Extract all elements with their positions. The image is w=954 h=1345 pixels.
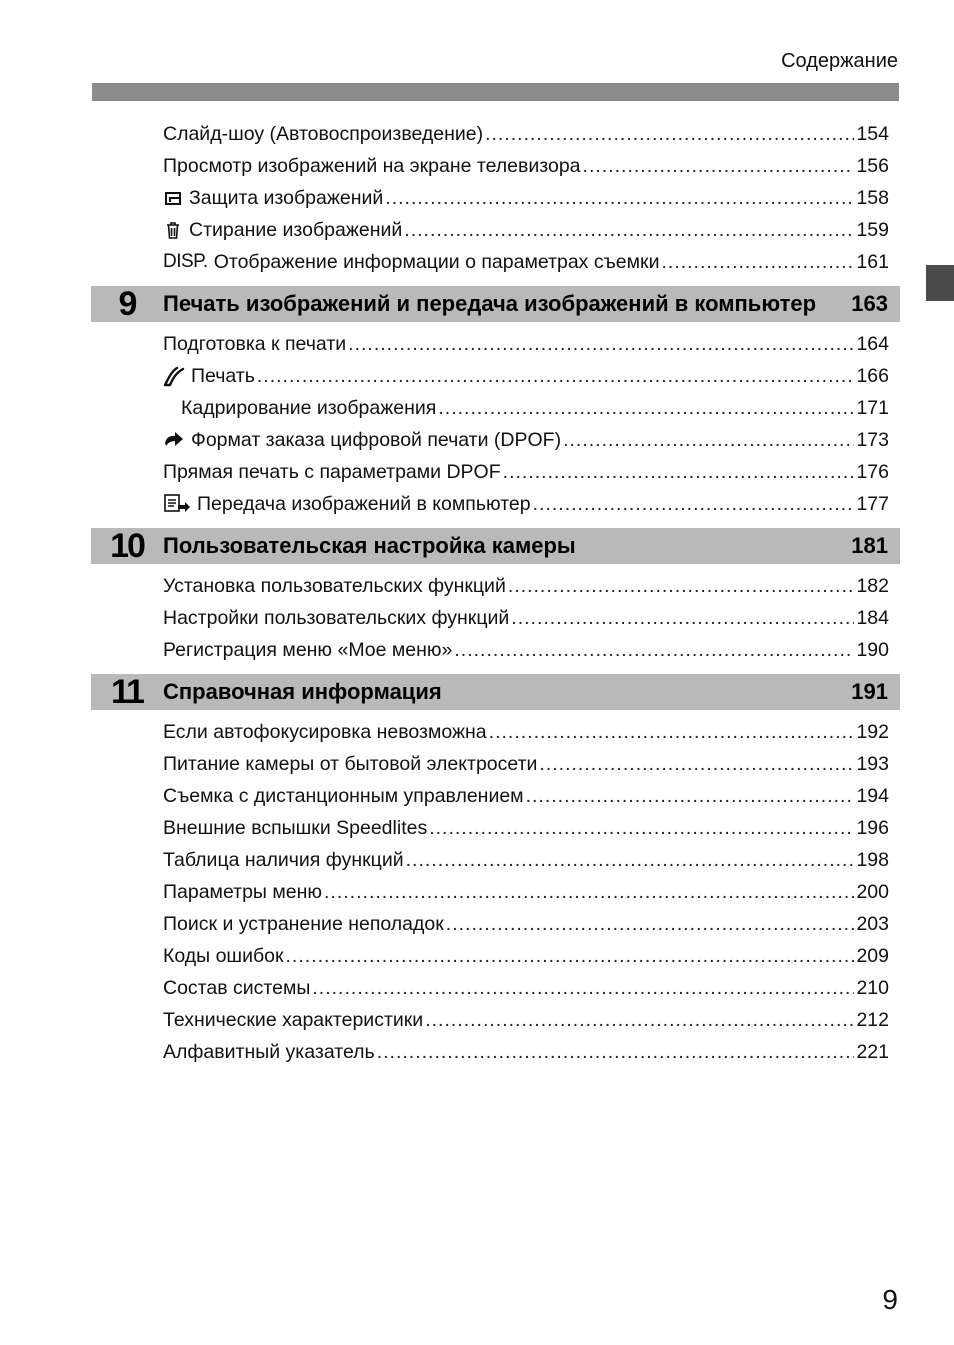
toc-entry-label: Алфавитный указатель: [163, 1041, 375, 1063]
toc-entry-page: 171: [856, 397, 889, 419]
toc-entry[interactable]: [163, 602, 889, 634]
transfer-icon: [163, 493, 191, 515]
leader-dots: [404, 214, 854, 246]
toc-entry-page: 210: [856, 977, 889, 999]
toc-entry-page: 161: [856, 251, 889, 273]
toc-entry-page: 198: [856, 849, 889, 871]
toc-entry[interactable]: [163, 424, 889, 456]
toc-entry[interactable]: [163, 182, 889, 214]
toc-entry-label: Параметры меню: [163, 881, 323, 903]
toc-entry-label: Отображение информации о параметрах съемки: [213, 251, 660, 273]
toc-entry[interactable]: [163, 634, 889, 666]
leader-dots: [406, 844, 855, 876]
chapter-heading: [91, 674, 900, 710]
leader-dots: [324, 876, 854, 908]
toc-entry[interactable]: [163, 328, 889, 360]
leader-dots: [583, 150, 855, 182]
chapter-heading: [91, 286, 900, 322]
print-icon: [163, 365, 185, 387]
toc-entry[interactable]: [163, 488, 889, 520]
toc-entry[interactable]: [163, 844, 889, 876]
toc-entry[interactable]: [163, 570, 889, 602]
leader-dots: [503, 456, 855, 488]
leader-dots: [563, 424, 854, 456]
leader-dots: [485, 118, 854, 150]
dpof-icon: [163, 429, 185, 451]
toc-entry[interactable]: [163, 456, 889, 488]
toc-entry-label: Формат заказа цифровой печати (DPOF): [191, 429, 562, 451]
table-of-contents: [0, 118, 954, 1068]
toc-entry[interactable]: [163, 150, 889, 182]
toc-entry-label: Слайд-шоу (Автовоспроизведение): [163, 123, 484, 145]
toc-entry-page: 158: [856, 187, 889, 209]
chapter-page: 191: [851, 679, 888, 704]
toc-entry[interactable]: [163, 716, 889, 748]
toc-entry-page: 193: [856, 753, 889, 775]
leader-dots: [661, 246, 854, 278]
toc-entry-page: 212: [856, 1009, 889, 1031]
toc-entry-label: Поиск и устранение неполадок: [163, 913, 444, 935]
leader-dots: [385, 182, 854, 214]
toc-entry[interactable]: [163, 1004, 889, 1036]
toc-entry-page: 200: [856, 881, 889, 903]
toc-entry-page: 203: [856, 913, 889, 935]
leader-dots: [454, 634, 854, 666]
toc-entry-label: Коды ошибок: [163, 945, 284, 967]
toc-entry-page: 192: [856, 721, 889, 743]
chapter-heading: [91, 528, 900, 564]
toc-entry-label: Состав системы: [163, 977, 311, 999]
toc-entry-page: 184: [856, 607, 889, 629]
trash-icon: [163, 219, 183, 241]
protect-icon: [163, 187, 183, 209]
leader-dots: [446, 908, 855, 940]
toc-entry-page: 166: [856, 365, 889, 387]
toc-entry-page: 221: [856, 1041, 889, 1063]
leader-dots: [425, 1004, 854, 1036]
leader-dots: [312, 972, 854, 1004]
toc-entry[interactable]: [181, 392, 889, 424]
leader-dots: [511, 602, 854, 634]
toc-entry[interactable]: [163, 972, 889, 1004]
chapter-title: Справочная информация: [163, 679, 442, 704]
leader-dots: [348, 328, 854, 360]
toc-entry[interactable]: [163, 908, 889, 940]
chapter-title: Пользовательская настройка камеры: [163, 533, 576, 558]
toc-entry[interactable]: [163, 876, 889, 908]
toc-entry-label: Передача изображений в компьютер: [197, 493, 531, 515]
toc-entry[interactable]: [163, 1036, 889, 1068]
toc-entry-page: 154: [856, 123, 889, 145]
toc-entry-page: 182: [856, 575, 889, 597]
toc-entry-label: Прямая печать с параметрами DPOF: [163, 461, 501, 483]
toc-entry-label: Если автофокусировка невозможна: [163, 721, 487, 743]
leader-dots: [539, 748, 854, 780]
leader-dots: [429, 812, 854, 844]
running-header-title: Содержание: [781, 50, 898, 72]
toc-entry-page: 196: [856, 817, 889, 839]
toc-entry-label: Питание камеры от бытовой электросети: [163, 753, 538, 775]
toc-entry-label: Внешние вспышки Speedlites: [163, 817, 428, 839]
leader-dots: [533, 488, 855, 520]
toc-entry[interactable]: [163, 748, 889, 780]
toc-entry-page: 164: [856, 333, 889, 355]
toc-entry[interactable]: [163, 246, 889, 278]
toc-entry-label: Просмотр изображений на экране телевизора: [163, 155, 581, 177]
toc-entry-label: Технические характеристики: [163, 1009, 424, 1031]
leader-dots: [489, 716, 855, 748]
leader-dots: [508, 570, 855, 602]
toc-entry-page: 177: [856, 493, 889, 515]
toc-entry-label: Регистрация меню «Мое меню»: [163, 639, 453, 661]
chapter-number: 11: [111, 672, 143, 711]
leader-dots: [526, 780, 855, 812]
toc-entry[interactable]: [163, 812, 889, 844]
toc-entry-page: 209: [856, 945, 889, 967]
toc-entry-label: Настройки пользовательских функций: [163, 607, 510, 629]
toc-entry-label: Установка пользовательских функций: [163, 575, 506, 597]
toc-entry-page: 176: [856, 461, 889, 483]
toc-entry[interactable]: [163, 360, 889, 392]
disp-icon: DISP.: [163, 251, 208, 272]
page-number: 9: [882, 1284, 898, 1315]
leader-dots: [286, 940, 855, 972]
leader-dots: [438, 392, 854, 424]
toc-entry[interactable]: [163, 780, 889, 812]
toc-entry-label: Защита изображений: [189, 187, 384, 209]
toc-entry-label: Печать: [191, 365, 255, 387]
chapter-title: Печать изображений и передача изображений в компьютер: [163, 291, 817, 316]
leader-dots: [257, 360, 855, 392]
chapter-page: 181: [851, 533, 888, 558]
toc-entry-label: Таблица наличия функций: [163, 849, 404, 871]
leader-dots: [377, 1036, 855, 1068]
chapter-number: 10: [110, 526, 144, 565]
toc-entry-label: Съемка с дистанционным управлением: [163, 785, 524, 807]
toc-entry[interactable]: [163, 940, 889, 972]
toc-entry-page: 194: [856, 785, 889, 807]
toc-entry[interactable]: [163, 118, 889, 150]
toc-entry-page: 173: [856, 429, 889, 451]
chapter-number: 9: [118, 284, 136, 323]
toc-entry-label: Подготовка к печати: [163, 333, 347, 355]
toc-entry-page: 156: [856, 155, 889, 177]
toc-entry-label: Стирание изображений: [189, 219, 403, 241]
toc-entry-page: 190: [856, 639, 889, 661]
toc-entry-label: Кадрирование изображения: [181, 397, 437, 419]
toc-entry[interactable]: [163, 214, 889, 246]
header-rule-bar: [92, 83, 899, 101]
chapter-page: 163: [851, 291, 888, 316]
toc-entry-page: 159: [856, 219, 889, 241]
